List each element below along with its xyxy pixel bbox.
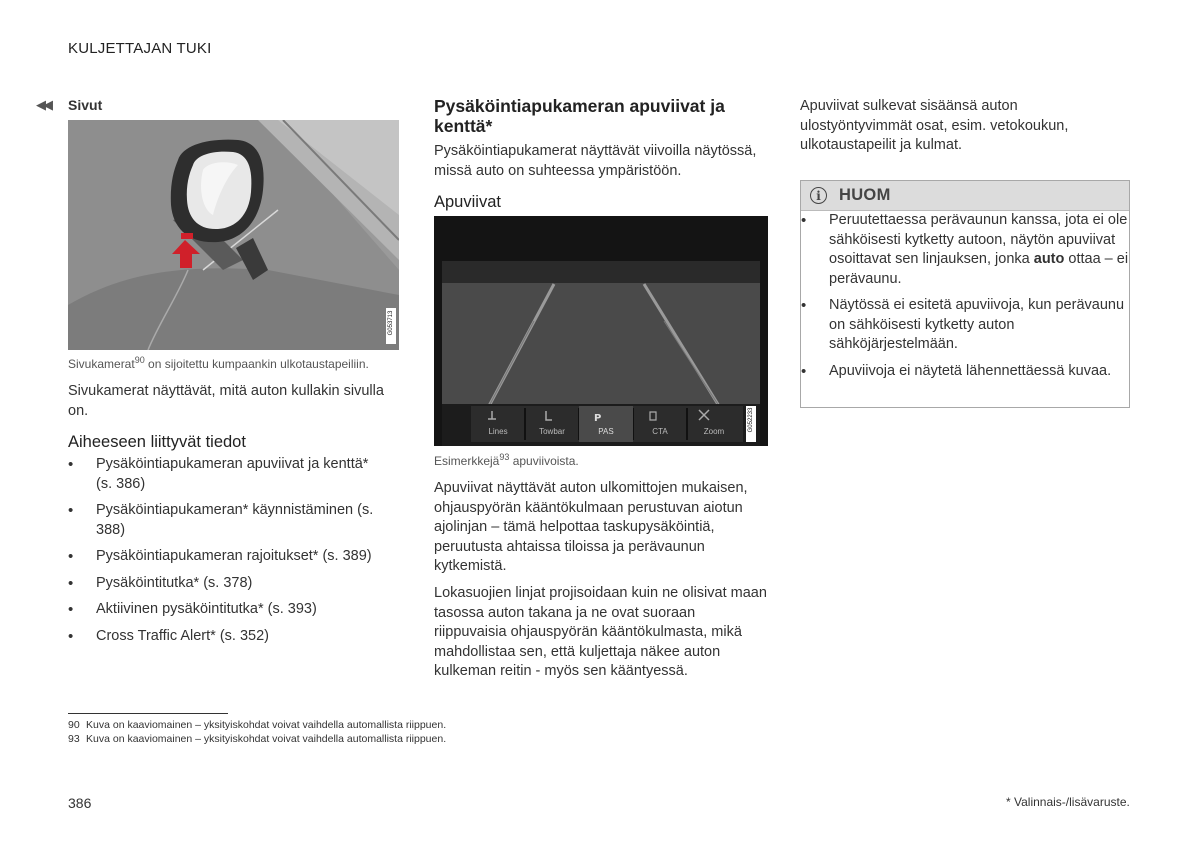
note-header — [801, 181, 1129, 211]
section-label: Sivut — [68, 97, 103, 113]
related-link[interactable]: • Cross Traffic Alert* (s. 352) — [68, 627, 388, 647]
svg-text:P: P — [594, 413, 602, 424]
lines-button[interactable]: Lines — [488, 427, 508, 436]
note-item: • Apuviivoja ei näytetä lähennettäessä kuvaa. — [801, 362, 1129, 382]
image-code: G053713 — [388, 310, 394, 336]
towbar-button[interactable]: Towbar — [539, 427, 565, 436]
related-link[interactable]: • Pysäköintiapukameran* käynnistäminen (s. 388) — [68, 501, 388, 540]
middle-paragraph-2: Lokasuojien linjat projisoidaan kuin ne olisivat maan tasossa auton takana ja ne ovat suoraan riippuvaisia ohjauspyörän kääntökulmasta, mikä mahdollistaa sen, että kuljettaja näkee auton kulkeman reitin - myös sen kääntyessä. — [434, 585, 767, 679]
note-box — [800, 180, 1130, 408]
page-number: 386 — [68, 795, 92, 811]
section-intro: Pysäköintiapukamerat näyttävät viivoilla näytössä, missä auto on suhteessa ympäristöön. — [434, 143, 757, 179]
note-title: HUOM — [839, 186, 891, 204]
middle-paragraph-1: Apuviivat näyttävät auton ulkomittojen mukaisen, ohjauspyörän kääntökulmaan perustuvan aiotun ajolinjan – tämä helpottaa taskupysäköintiä, peruutusta ahtaissa tiloissa ja perävaunun kytkemistä. — [434, 480, 748, 574]
related-link[interactable]: • Pysäköintiapukameran rajoitukset* (s. 389) — [68, 547, 388, 567]
rear-camera-screen-illustration — [434, 216, 768, 446]
footnote: 93 Kuva on kaaviomainen – yksityiskohdat voivat vaihdella automallista riippuen. — [68, 733, 447, 745]
related-list — [68, 455, 388, 653]
related-link[interactable]: • Pysäköintitutka* (s. 378) — [68, 574, 388, 594]
section-title: Pysäköintiapukameran apuviivat ja kenttä* — [434, 96, 725, 136]
right-paragraph: Apuviivat sulkevat sisäänsä auton ulostyöntyvimmät osat, esim. vetokoukun, ulkotaustapeilit ja kulmat. — [800, 98, 1069, 153]
left-body-text: Sivukamerat näyttävät, mitä auton kullakin sivulla on. — [68, 383, 384, 419]
middle-image-caption: Esimerkkejä$^{93}$ apuviivoista. — [434, 452, 579, 468]
footnote-divider — [68, 713, 228, 714]
cta-button[interactable]: CTA — [652, 427, 668, 436]
back-double-arrow-icon[interactable]: ◀◀ — [36, 97, 50, 112]
side-mirror-camera-illustration — [68, 120, 399, 350]
pas-button[interactable]: PAS — [598, 427, 614, 436]
info-icon: i — [810, 187, 827, 204]
sub-heading: Apuviivat — [434, 193, 501, 211]
related-link[interactable]: • Pysäköintiapukameran apuviivat ja kenttä* (s. 386) — [68, 455, 388, 494]
image-code: G052233 — [748, 407, 754, 433]
footnote: 90 Kuva on kaaviomainen – yksityiskohdat voivat vaihdella automallista riippuen. — [68, 719, 447, 731]
note-item: • Näytössä ei esitetä apuviivoja, kun perävaunu on sähköisesti kytketty auton sähköjärjestelmään. — [801, 296, 1129, 355]
note-list — [801, 211, 1129, 381]
related-link[interactable]: • Aktiivinen pysäköintitutka* (s. 393) — [68, 600, 388, 620]
footer-note: * Valinnais-/lisävaruste. — [1006, 795, 1130, 809]
note-item: • Peruutettaessa perävaunun kanssa, jota ei ole sähköisesti kytketty autoon, näytön apuviivat osoittavat sen linjauksen, jonka auto ottaa – ei perävaunu. — [801, 211, 1129, 289]
related-heading: Aiheeseen liittyvät tiedot — [68, 433, 246, 451]
zoom-button[interactable]: Zoom — [703, 427, 725, 436]
running-header: KULJETTAJAN TUKI — [68, 40, 212, 57]
left-image-caption: Sivukamerat$^{90}$ on sijoitettu kumpaankin ulkotaustapeiliin. — [68, 355, 369, 371]
